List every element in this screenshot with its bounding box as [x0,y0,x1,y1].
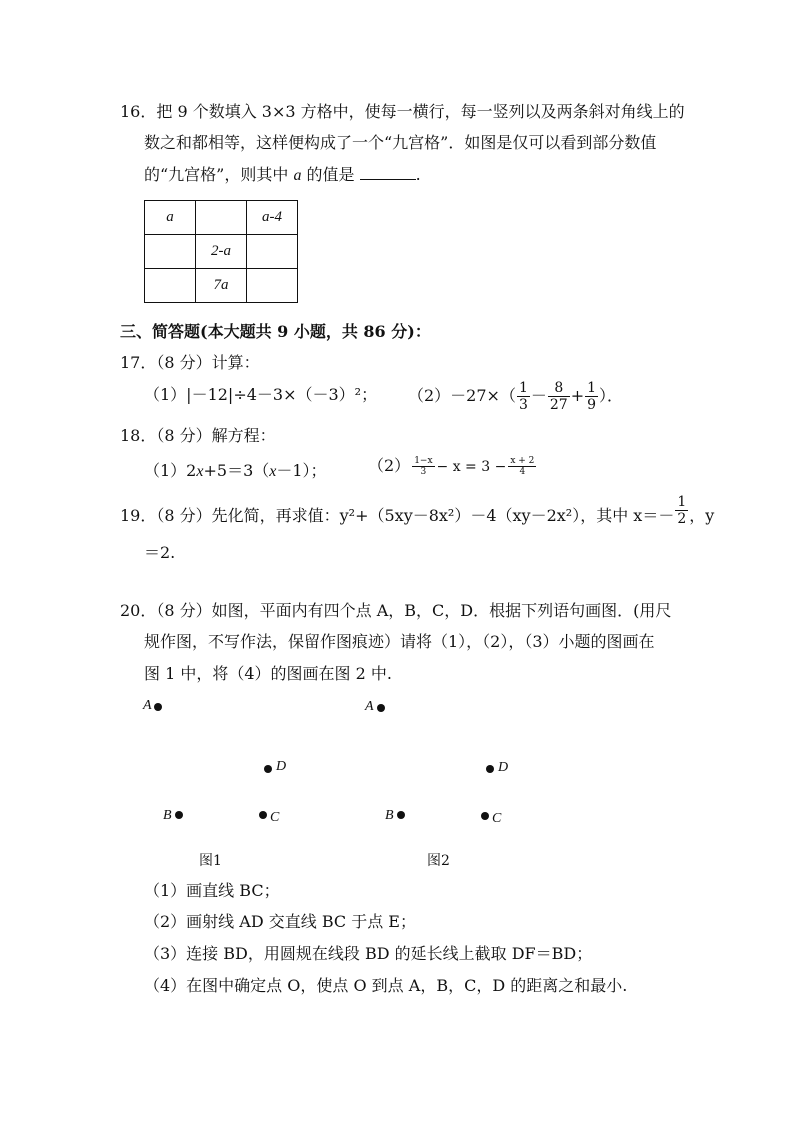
q18-part-1-post: －1）； [276,461,327,480]
grid-cell [247,269,298,303]
point-label-b: B [163,808,172,823]
q16-line-3 [144,165,421,186]
q17-heading: 17．（8 分）计算： [120,353,260,372]
numerator: x + 2 [510,456,535,466]
point-label-c: C [270,810,280,825]
fraction [517,380,530,413]
section-heading: 三、简答题(本大题共 9 小题，共 86 分)： [120,322,431,341]
point-label-c: C [492,811,502,826]
grid-cell [145,235,196,269]
fraction [675,494,688,527]
q18-part-2-mid: − x = 3 − [436,459,507,475]
q18-part-2 [368,456,538,477]
q20-step-3: （3）连接 BD，用圆规在线段 BD 的延长线上截取 DF＝BD； [144,944,593,963]
denominator: 27 [549,397,568,413]
variable-x: x [269,463,277,480]
numerator: 1−x [414,456,433,466]
q19-line-1-post: ，y [689,506,715,525]
q16-line-3-end: . [415,165,421,184]
q17-part-2 [408,380,623,413]
q20-line-2: 规作图，不写作法，保留作图痕迹）请将（1），（2），（3）小题的图画在 [144,632,655,651]
grid-cell: 7a [196,269,247,303]
point-b [397,811,405,819]
point-label-a: A [143,698,152,713]
q16-variable-a: a [293,167,302,184]
point-b [175,811,183,819]
q20-step-1: （1）画直线 BC； [144,881,280,900]
answer-blank [360,165,416,180]
denominator: 3 [420,467,427,477]
q20-line-1: 20．（8 分）如图，平面内有四个点 A，B，C，D．根据下列语句画图．(用尺 [120,601,672,620]
figure-2-caption: 图2 [427,853,450,869]
q16-line-1: 16．把 9 个数填入 3×3 方格中，使每一横行，每一竖列以及两条斜对角线上的 [120,102,685,121]
grid-row [145,201,298,235]
figure-1-caption: 图1 [199,853,222,869]
denominator: 2 [677,511,687,527]
q18-part-1 [144,461,327,482]
operator: + [570,386,585,405]
grid-cell: 2-a [196,235,247,269]
point-label-d: D [498,760,509,775]
grid-cell: a [145,201,196,235]
fraction [585,380,598,413]
operator: － [530,386,547,405]
q16-line-3-post: 的值是 [301,165,360,184]
variable-x: x [196,463,204,480]
numerator: 1 [518,380,528,396]
denominator: 3 [518,397,528,413]
fraction [548,380,570,413]
point-label-d: D [276,759,287,774]
q19-line-2: ＝2. [144,543,176,562]
point-label-a: A [365,699,374,714]
q16-line-3-pre: 的“九宫格”，则其中 [144,165,294,184]
q18-part-2-pre: （2） [368,456,411,475]
q20-step-2: （2）画射线 AD 交直线 BC 于点 E； [144,912,416,931]
point-d [486,765,494,773]
point-c [259,811,267,819]
q17-part-2-pre: （2）－27×（ [408,386,516,405]
q19-line-1 [120,494,715,533]
magic-square-grid [144,200,298,303]
grid-cell [247,235,298,269]
q18-heading: 18．（8 分）解方程： [120,426,276,445]
numerator: 1 [677,494,687,510]
denominator: 4 [519,467,526,477]
numerator: 8 [548,380,570,397]
q18-part-1-mid: +5＝3（ [203,461,270,480]
grid-cell [145,269,196,303]
point-label-b: B [385,808,394,823]
grid-row [145,269,298,303]
q20-step-4: （4）在图中确定点 O，使点 O 到点 A，B，C，D 的距离之和最小. [144,976,628,995]
q20-line-3: 图 1 中，将（4）的图画在图 2 中. [144,664,392,683]
q19-line-1-pre: 19．（8 分）先化简，再求值：y²+（5xy－8x²）－4（xy－2x²），其中 x＝－ [120,506,675,525]
fraction [508,456,536,477]
fraction [412,456,434,477]
point-a [377,704,385,712]
q17-part-2-post: ）． [599,386,624,405]
grid-cell: a-4 [247,201,298,235]
grid-row [145,235,298,269]
point-a [154,703,162,711]
denominator: 9 [587,397,597,413]
q16-line-2: 数之和都相等，这样便构成了一个“九宫格”．如图是仅可以看到部分数值 [144,133,657,152]
point-d [264,765,272,773]
q17-part-1: （1）|－12|÷4－3×（－3）²； [144,385,378,404]
point-c [481,812,489,820]
q18-part-1-pre: （1）2 [144,461,197,480]
numerator: 1 [587,380,597,396]
grid-cell [196,201,247,235]
